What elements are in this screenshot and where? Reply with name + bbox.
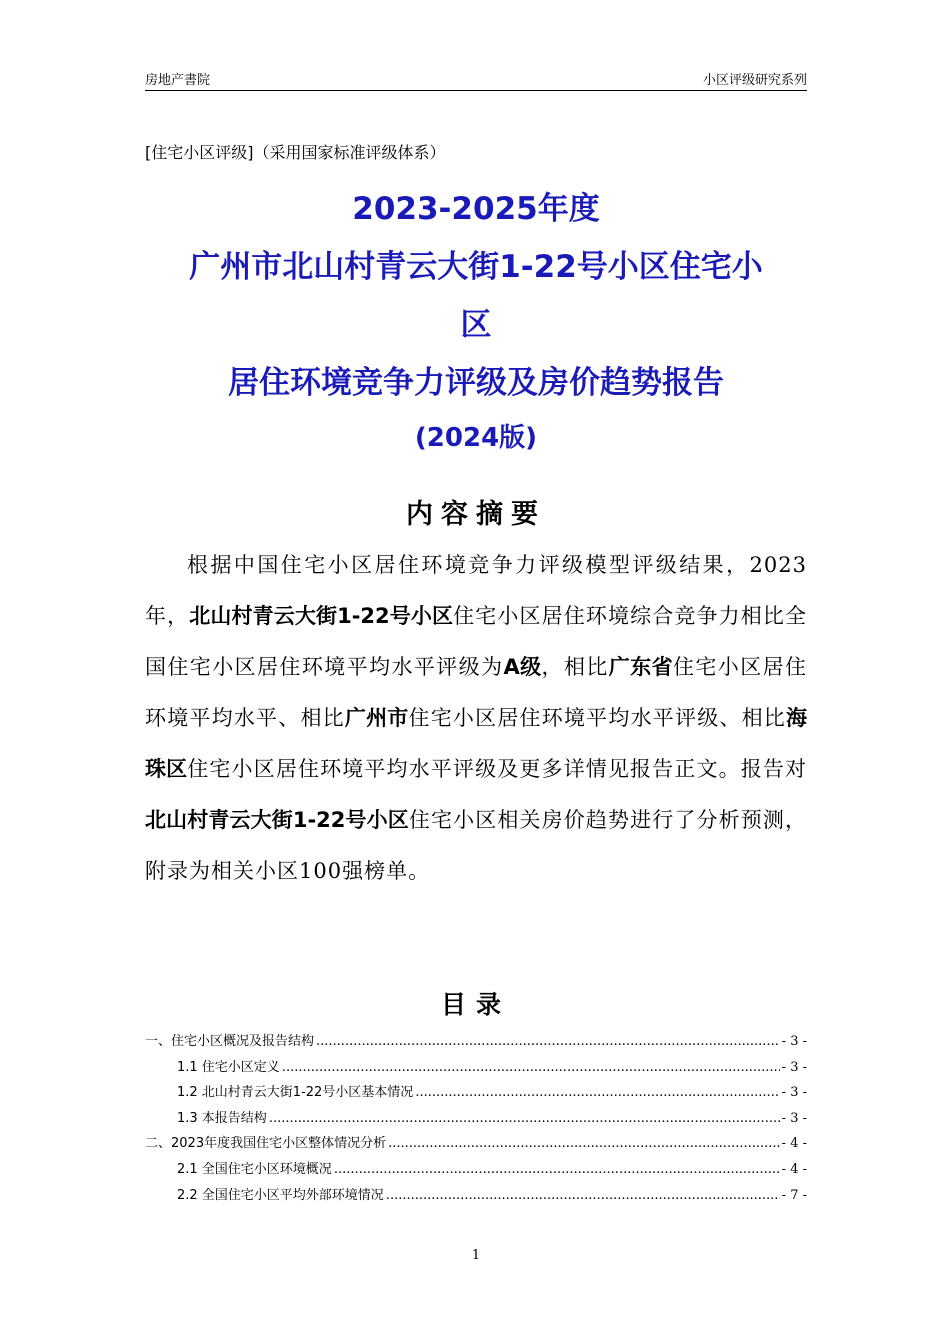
title-line-location: 广州市北山村青云大街1-22号小区住宅小 [189, 249, 763, 285]
abstract-text: 住宅小区居住环境平均水平评级及更多详情见报告正文。报告对 [187, 757, 808, 781]
toc-leader-dots [269, 1111, 780, 1126]
toc-leader-dots [415, 1085, 779, 1100]
toc-entry[interactable] [145, 1184, 807, 1210]
page-header [145, 66, 807, 91]
toc-entry[interactable] [145, 1132, 807, 1158]
toc-entry-title: 1.2 北山村青云大街1-22号小区基本情况 [177, 1085, 414, 1101]
page-number: 1 [471, 1248, 481, 1263]
header-series: 小区评级研究系列 [702, 73, 807, 88]
abstract-emphasis: 北山村青云大街1-22号小区 [145, 808, 409, 832]
abstract-emphasis: 北山村青云大街1-22号小区 [189, 604, 454, 628]
abstract-text: ，相比 [541, 655, 609, 679]
toc-entry[interactable] [145, 1081, 807, 1107]
toc-entry-page: - 3 - [781, 1110, 807, 1126]
toc-entry[interactable] [145, 1158, 807, 1184]
toc-entry-title: 1.1 住宅小区定义 [177, 1059, 280, 1075]
abstract-emphasis: A级 [503, 655, 542, 679]
toc-leader-dots [316, 1034, 780, 1049]
toc-entry-title: 2.2 全国住宅小区平均外部环境情况 [177, 1187, 384, 1203]
abstract-emphasis: 海珠区 [145, 706, 808, 781]
toc-entry-title: 1.3 本报告结构 [177, 1110, 267, 1126]
abstract-text: 住宅小区相关房价趋势进行了分析预测，附录为相关小区100强榜单。 [145, 808, 807, 883]
toc-leader-dots [388, 1136, 780, 1151]
toc-entry-page: - 3 - [781, 1059, 807, 1075]
title-line-year: 2023-2025年度 [352, 191, 600, 227]
abstract-text: 住宅小区居住环境平均水平评级、相比 [408, 706, 787, 730]
toc-entry-page: - 7 - [781, 1187, 807, 1203]
header-publisher: 房地产書院 [145, 73, 211, 88]
toc-entry-page: - 3 - [781, 1034, 807, 1049]
report-title [145, 180, 807, 462]
abstract-emphasis: 广东省 [608, 655, 673, 679]
abstract-heading: 内容摘要 [406, 499, 546, 530]
abstract-paragraph [145, 540, 807, 897]
toc-entry-page: - 4 - [781, 1136, 807, 1152]
toc-entry[interactable] [145, 1107, 807, 1133]
toc-entry-title: 2.1 全国住宅小区环境概况 [177, 1161, 332, 1177]
title-line-location-end: 区 [460, 307, 492, 343]
abstract-emphasis: 广州市 [344, 706, 409, 730]
table-of-contents [145, 1030, 807, 1209]
toc-leader-dots [334, 1162, 780, 1177]
toc-entry[interactable] [145, 1056, 807, 1082]
abstract-text: 住宅小区居住环境综合竞争力相比全国住宅小区居住环境平均水平评级为 [145, 604, 807, 679]
toc-entry[interactable] [145, 1030, 807, 1056]
title-line-subject: 居住环境竞争力评级及房价趋势报告 [228, 365, 724, 401]
abstract-text: 住宅小区居住环境平均水平、相比 [145, 655, 808, 730]
toc-heading: 目录 [440, 990, 511, 1019]
rating-tag: [住宅小区评级]（采用国家标准评级体系） [145, 143, 446, 162]
abstract-text: 根据中国住宅小区居住环境竞争力评级模型评级结果，2023年， [145, 553, 807, 628]
title-edition: (2024版) [414, 423, 538, 453]
toc-entry-title: 二、2023年度我国住宅小区整体情况分析 [145, 1136, 387, 1152]
toc-entry-page: - 3 - [781, 1085, 807, 1101]
toc-entry-title: 一、住宅小区概况及报告结构 [145, 1034, 315, 1049]
toc-entry-page: - 4 - [781, 1161, 807, 1177]
toc-leader-dots [282, 1060, 780, 1075]
toc-leader-dots [386, 1188, 780, 1203]
